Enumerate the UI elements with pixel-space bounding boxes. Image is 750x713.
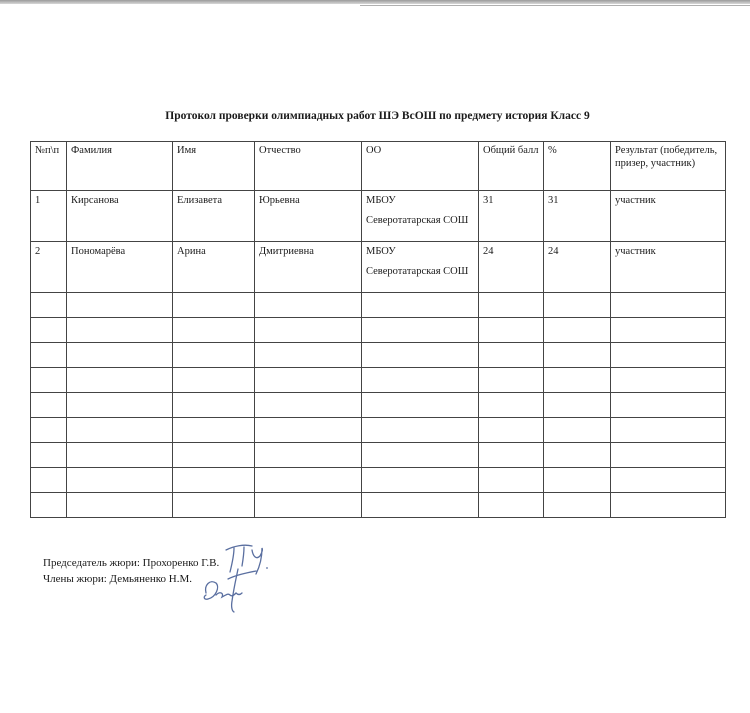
empty-table-row [31,343,726,368]
empty-table-row [31,468,726,493]
jury-members-line: Члены жюри: Демьяненко Н.М. [43,573,193,585]
cell-number: 2 [31,242,67,293]
header-patronymic: Отчество [255,142,362,191]
scan-edge-line [360,5,750,6]
cell-last-name: Пономарёва [67,242,173,293]
header-first-name: Имя [173,142,255,191]
cell-patronymic: Дмитриевна [255,242,362,293]
organization-type: МБОУ [366,246,396,257]
table-row [31,191,726,242]
cell-result: участник [611,191,726,242]
document-title: Протокол проверки олимпиадных работ ШЭ ВсОШ по предмету история Класс 9 [165,110,590,122]
cell-organization [362,191,479,242]
results-table [30,141,726,518]
organization-name: Северотатарская СОШ [366,266,469,277]
cell-first-name: Елизавета [173,191,255,242]
table-row [31,242,726,293]
header-last-name: Фамилия [67,142,173,191]
jury-chair-line: Председатель жюри: Прохоренко Г.В. [43,557,220,569]
cell-result: участник [611,242,726,293]
header-number: №п\п [31,142,67,191]
empty-table-row [31,418,726,443]
header-percent: % [544,142,611,191]
chair-signature [222,540,270,576]
empty-table-row [31,293,726,318]
empty-table-row [31,393,726,418]
cell-first-name: Арина [173,242,255,293]
empty-table-row [31,318,726,343]
empty-table-row [31,493,726,518]
member-signature [198,565,268,615]
header-total-score: Общий балл [479,142,544,191]
cell-organization [362,242,479,293]
header-result: Результат (победитель, призер, участник) [611,142,726,191]
cell-total-score: 31 [479,191,544,242]
empty-table-row [31,443,726,468]
organization-name: Северотатарская СОШ [366,215,469,226]
cell-total-score: 24 [479,242,544,293]
organization-type: МБОУ [366,195,396,206]
header-organization: ОО [362,142,479,191]
table-header-row [31,142,726,191]
cell-percent: 31 [544,191,611,242]
scan-edge-top [0,0,750,4]
cell-percent: 24 [544,242,611,293]
cell-patronymic: Юрьевна [255,191,362,242]
cell-last-name: Кирсанова [67,191,173,242]
cell-number: 1 [31,191,67,242]
empty-table-row [31,368,726,393]
